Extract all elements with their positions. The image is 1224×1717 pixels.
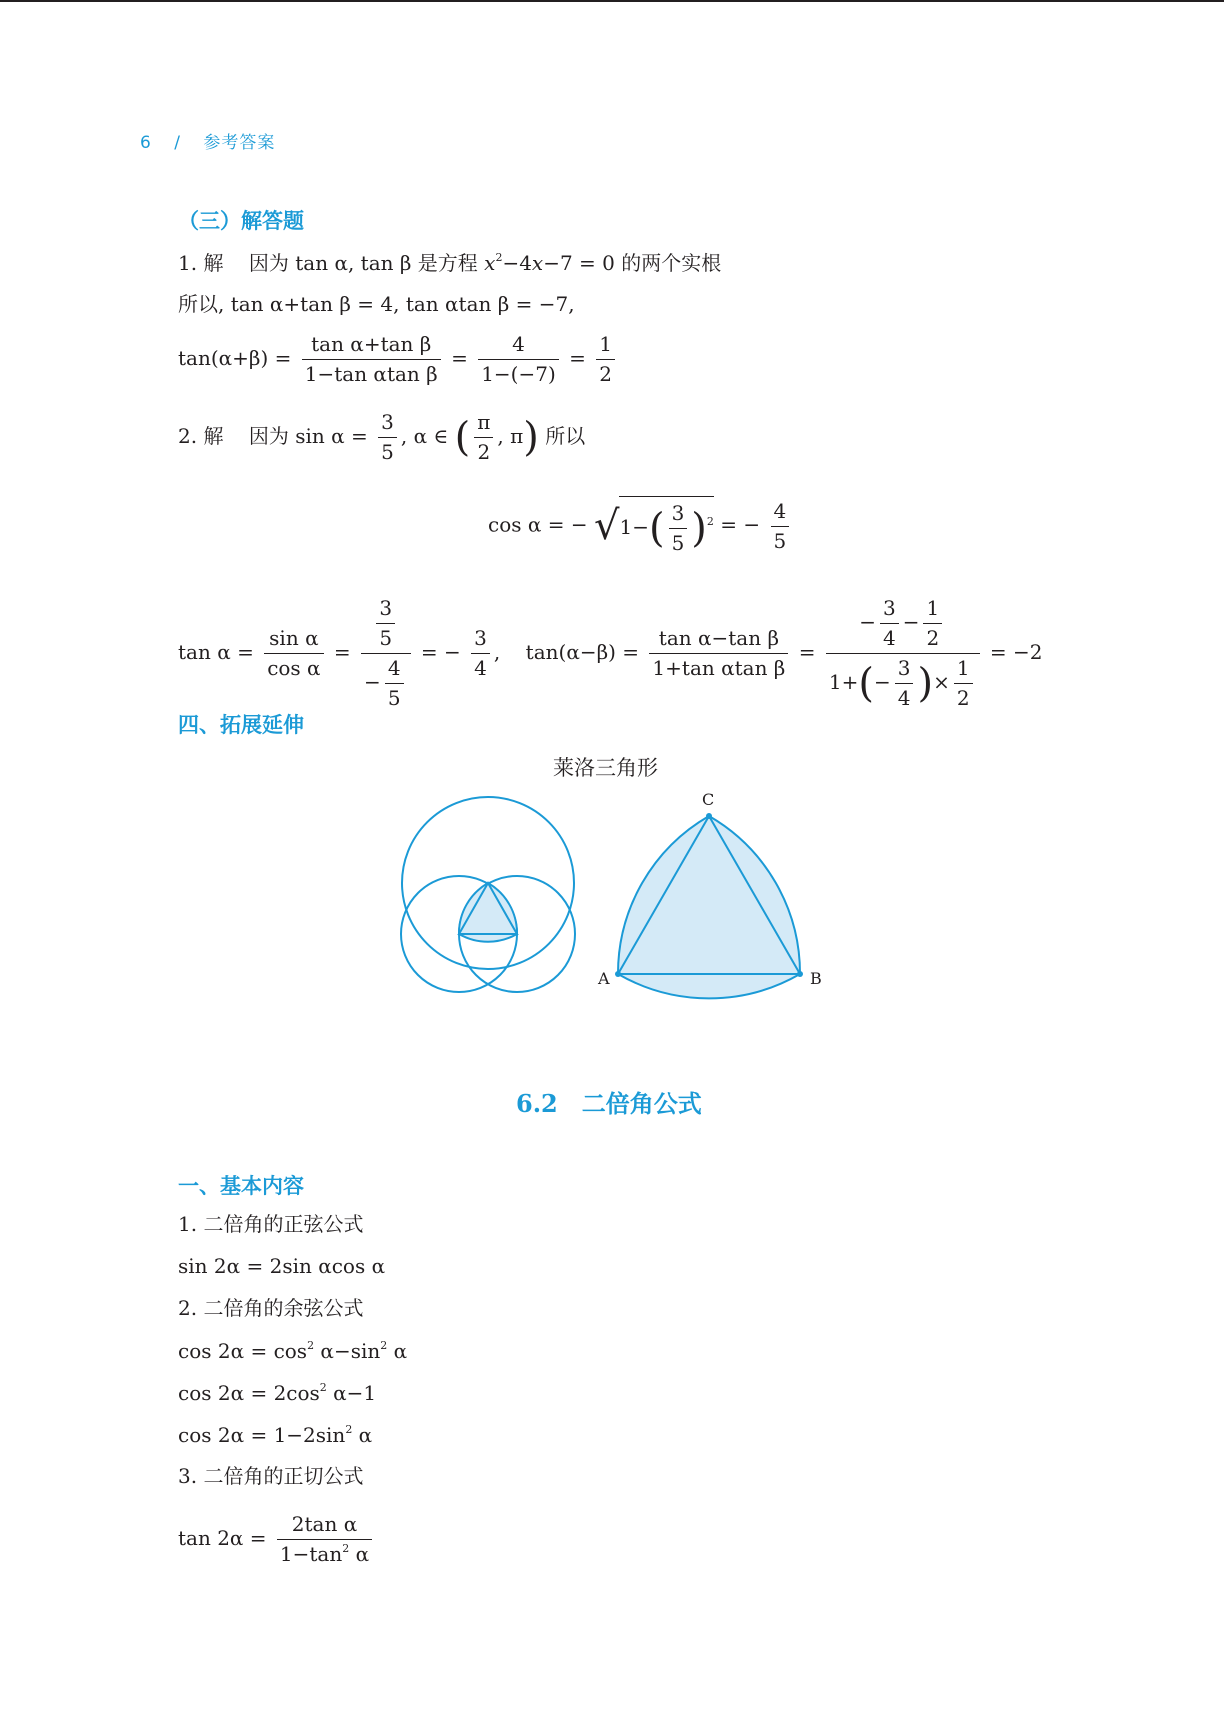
- fraction: [478, 332, 559, 387]
- equilateral-triangle: [618, 816, 800, 974]
- frac-den: [826, 654, 980, 711]
- frac-den: 5: [671, 531, 685, 555]
- f-part: cos 2α = 1−2sin: [178, 1423, 346, 1447]
- comma: ,: [493, 640, 501, 664]
- frac-den: cos α: [267, 656, 321, 680]
- exp-2: 2: [345, 1423, 353, 1436]
- close-paren: ): [691, 505, 707, 552]
- exp-2: 2: [380, 1339, 388, 1352]
- frac-num: 3: [378, 410, 397, 438]
- running-header: [140, 128, 291, 153]
- compound-fraction: [826, 596, 980, 711]
- fraction: [771, 499, 790, 554]
- frac-den: 5: [773, 528, 787, 553]
- frac-den: 4: [882, 626, 896, 650]
- vertex-a: [615, 971, 621, 977]
- exp-2: 2: [706, 515, 714, 528]
- f-part: α: [387, 1339, 408, 1363]
- fraction: [649, 626, 788, 681]
- fraction: [376, 596, 395, 651]
- formula-tan-double: [178, 1512, 376, 1567]
- frac-num: 4: [478, 332, 559, 360]
- problem1-line1: [178, 252, 721, 273]
- header-separator: /: [174, 133, 181, 153]
- fraction: [596, 332, 615, 387]
- close-paren: ): [523, 414, 539, 461]
- suffix: 所以: [545, 424, 586, 448]
- vertex-b: [797, 971, 803, 977]
- frac-num: sin α: [264, 626, 323, 654]
- frac-num: 3: [669, 501, 688, 529]
- equals-neg: = −: [420, 640, 461, 664]
- problem1-text-b: −4: [502, 251, 532, 275]
- tan-lhs: tan α =: [178, 640, 254, 664]
- exp-2: 2: [319, 1381, 327, 1394]
- frac-num: 4: [385, 656, 404, 684]
- open-paren: (: [648, 505, 665, 552]
- close-paren: ): [917, 660, 934, 707]
- problem1-label: 1. 解: [178, 251, 224, 275]
- item2-title: 2. 二倍角的余弦公式: [178, 1296, 364, 1320]
- frac-num: 1: [596, 332, 615, 360]
- frac-den: 4: [474, 656, 487, 680]
- page-number: 6: [140, 133, 152, 153]
- equals: =: [798, 640, 816, 664]
- formula-cos-double-1: [178, 1340, 407, 1361]
- section-heading-basic: 一、基本内容: [178, 1174, 304, 1198]
- circles-construction: [401, 797, 575, 992]
- frac-num: tan α+tan β: [302, 332, 441, 360]
- frac-den: 2: [477, 440, 491, 464]
- f-part: α−sin: [314, 1339, 381, 1363]
- frac-num: 1: [954, 656, 973, 684]
- frac-num: 1: [923, 596, 942, 624]
- formula-sin-double: sin 2α = 2sin αcos α: [178, 1254, 386, 1278]
- pi-end: , π: [497, 424, 524, 448]
- eq-lhs: tan(α+β) =: [178, 346, 292, 370]
- section-title-6-2: 6.2 二倍角公式: [516, 1089, 702, 1118]
- fraction: [385, 656, 404, 711]
- item3-title: 3. 二倍角的正切公式: [178, 1464, 364, 1488]
- frac-num: [826, 596, 980, 654]
- top-rule: [0, 0, 1224, 2]
- problem1-line2: 所以, tan α+tan β = 4, tan αtan β = −7,: [178, 292, 575, 316]
- exp-2: 2: [307, 1339, 315, 1352]
- frac-den: 2: [926, 626, 940, 650]
- minus: −: [859, 610, 876, 634]
- problem1-equation: [178, 332, 619, 387]
- cos-one: 1−: [619, 515, 649, 539]
- label-b: B: [810, 969, 822, 988]
- cos-equation: [488, 496, 793, 556]
- frac-den: 2: [956, 686, 970, 710]
- section-heading-extension: 四、拓展延伸: [178, 713, 304, 737]
- exp-2: 2: [342, 1542, 350, 1555]
- label-c: C: [702, 790, 715, 809]
- frac-den: 5: [387, 686, 401, 710]
- f-part: α−1: [326, 1381, 377, 1405]
- frac-num: [361, 596, 411, 654]
- f-part: cos 2α = cos: [178, 1339, 308, 1363]
- figure-title: 莱洛三角形: [553, 756, 658, 780]
- small-triangle: [459, 883, 517, 934]
- small-reuleaux: [459, 883, 517, 942]
- frac-num: 3: [895, 656, 914, 684]
- frac-num: 3: [880, 596, 899, 624]
- compound-fraction: [361, 596, 411, 711]
- f-part: 1−tan: [279, 1542, 343, 1566]
- equals-neg: = −: [720, 512, 761, 537]
- frac-num: 4: [771, 499, 790, 527]
- in-text: , α ∈: [400, 424, 449, 448]
- minus: −: [364, 670, 381, 694]
- fraction: [471, 626, 490, 681]
- times: ×: [933, 670, 950, 694]
- frac-den: [361, 654, 411, 711]
- f-part: α: [349, 1542, 370, 1566]
- f-part: α: [352, 1423, 373, 1447]
- frac-num: 2tan α: [277, 1512, 372, 1540]
- diff-result: = −2: [989, 640, 1043, 664]
- fraction: [895, 656, 914, 711]
- formula-cos-double-3: [178, 1424, 372, 1445]
- fraction: [378, 410, 397, 465]
- frac-den: [277, 1540, 372, 1567]
- equals: =: [451, 346, 468, 370]
- frac-den: 4: [897, 686, 911, 710]
- sqrt-icon: √: [593, 503, 620, 549]
- minus: −: [873, 670, 891, 694]
- fraction: [277, 1512, 372, 1567]
- f-part: cos 2α = 2cos: [178, 1381, 320, 1405]
- frac-den: 5: [381, 440, 394, 464]
- circle-left: [401, 876, 517, 992]
- cos-lhs: cos α = −: [488, 512, 588, 537]
- one-plus: 1+: [828, 670, 859, 694]
- equals: =: [569, 346, 586, 370]
- fraction: [264, 626, 323, 681]
- tan-equations: [178, 596, 1043, 711]
- problem1-text-c: −7 = 0 的两个实根: [543, 251, 722, 275]
- diff-lhs: tan(α−β) =: [525, 640, 640, 664]
- vertex-c: [706, 813, 712, 819]
- fraction: [474, 410, 493, 465]
- fraction: [954, 656, 973, 711]
- problem2-line1: [178, 410, 585, 465]
- var-x: x: [484, 251, 496, 275]
- circle-right: [459, 876, 575, 992]
- frac-den: 1+tan αtan β: [652, 656, 786, 680]
- frac-num: tan α−tan β: [649, 626, 788, 654]
- var-x-2: x: [531, 251, 544, 275]
- fraction: [669, 501, 688, 556]
- sqrt-body: [619, 496, 713, 556]
- problem2-label: 2. 解: [178, 424, 224, 448]
- circle-top: [402, 797, 574, 969]
- frac-den: 1−(−7): [481, 362, 556, 386]
- tan-lhs: tan 2α =: [178, 1526, 267, 1550]
- section-heading-answers: （三）解答题: [178, 209, 304, 233]
- fraction: [923, 596, 942, 651]
- label-a: A: [598, 969, 610, 988]
- item1-title: 1. 二倍角的正弦公式: [178, 1212, 364, 1236]
- problem1-text-a: 因为 tan α, tan β 是方程: [248, 251, 485, 275]
- exp-2: 2: [495, 251, 503, 264]
- open-paren: (: [454, 414, 471, 461]
- minus: −: [902, 610, 920, 634]
- frac-num: 3: [376, 596, 395, 624]
- fraction: [302, 332, 441, 387]
- formula-cos-double-2: [178, 1382, 376, 1403]
- frac-den: 5: [379, 626, 393, 650]
- frac-num: 3: [471, 626, 490, 654]
- header-title: 参考答案: [203, 133, 276, 153]
- fraction: [880, 596, 899, 651]
- problem2-intro: 因为 sin α =: [248, 424, 368, 448]
- frac-den: 1−tan αtan β: [304, 362, 438, 386]
- equals: =: [333, 640, 351, 664]
- open-paren: (: [858, 660, 874, 707]
- frac-num: π: [474, 410, 493, 438]
- reuleaux-triangle: [618, 816, 800, 998]
- frac-den: 2: [599, 362, 612, 386]
